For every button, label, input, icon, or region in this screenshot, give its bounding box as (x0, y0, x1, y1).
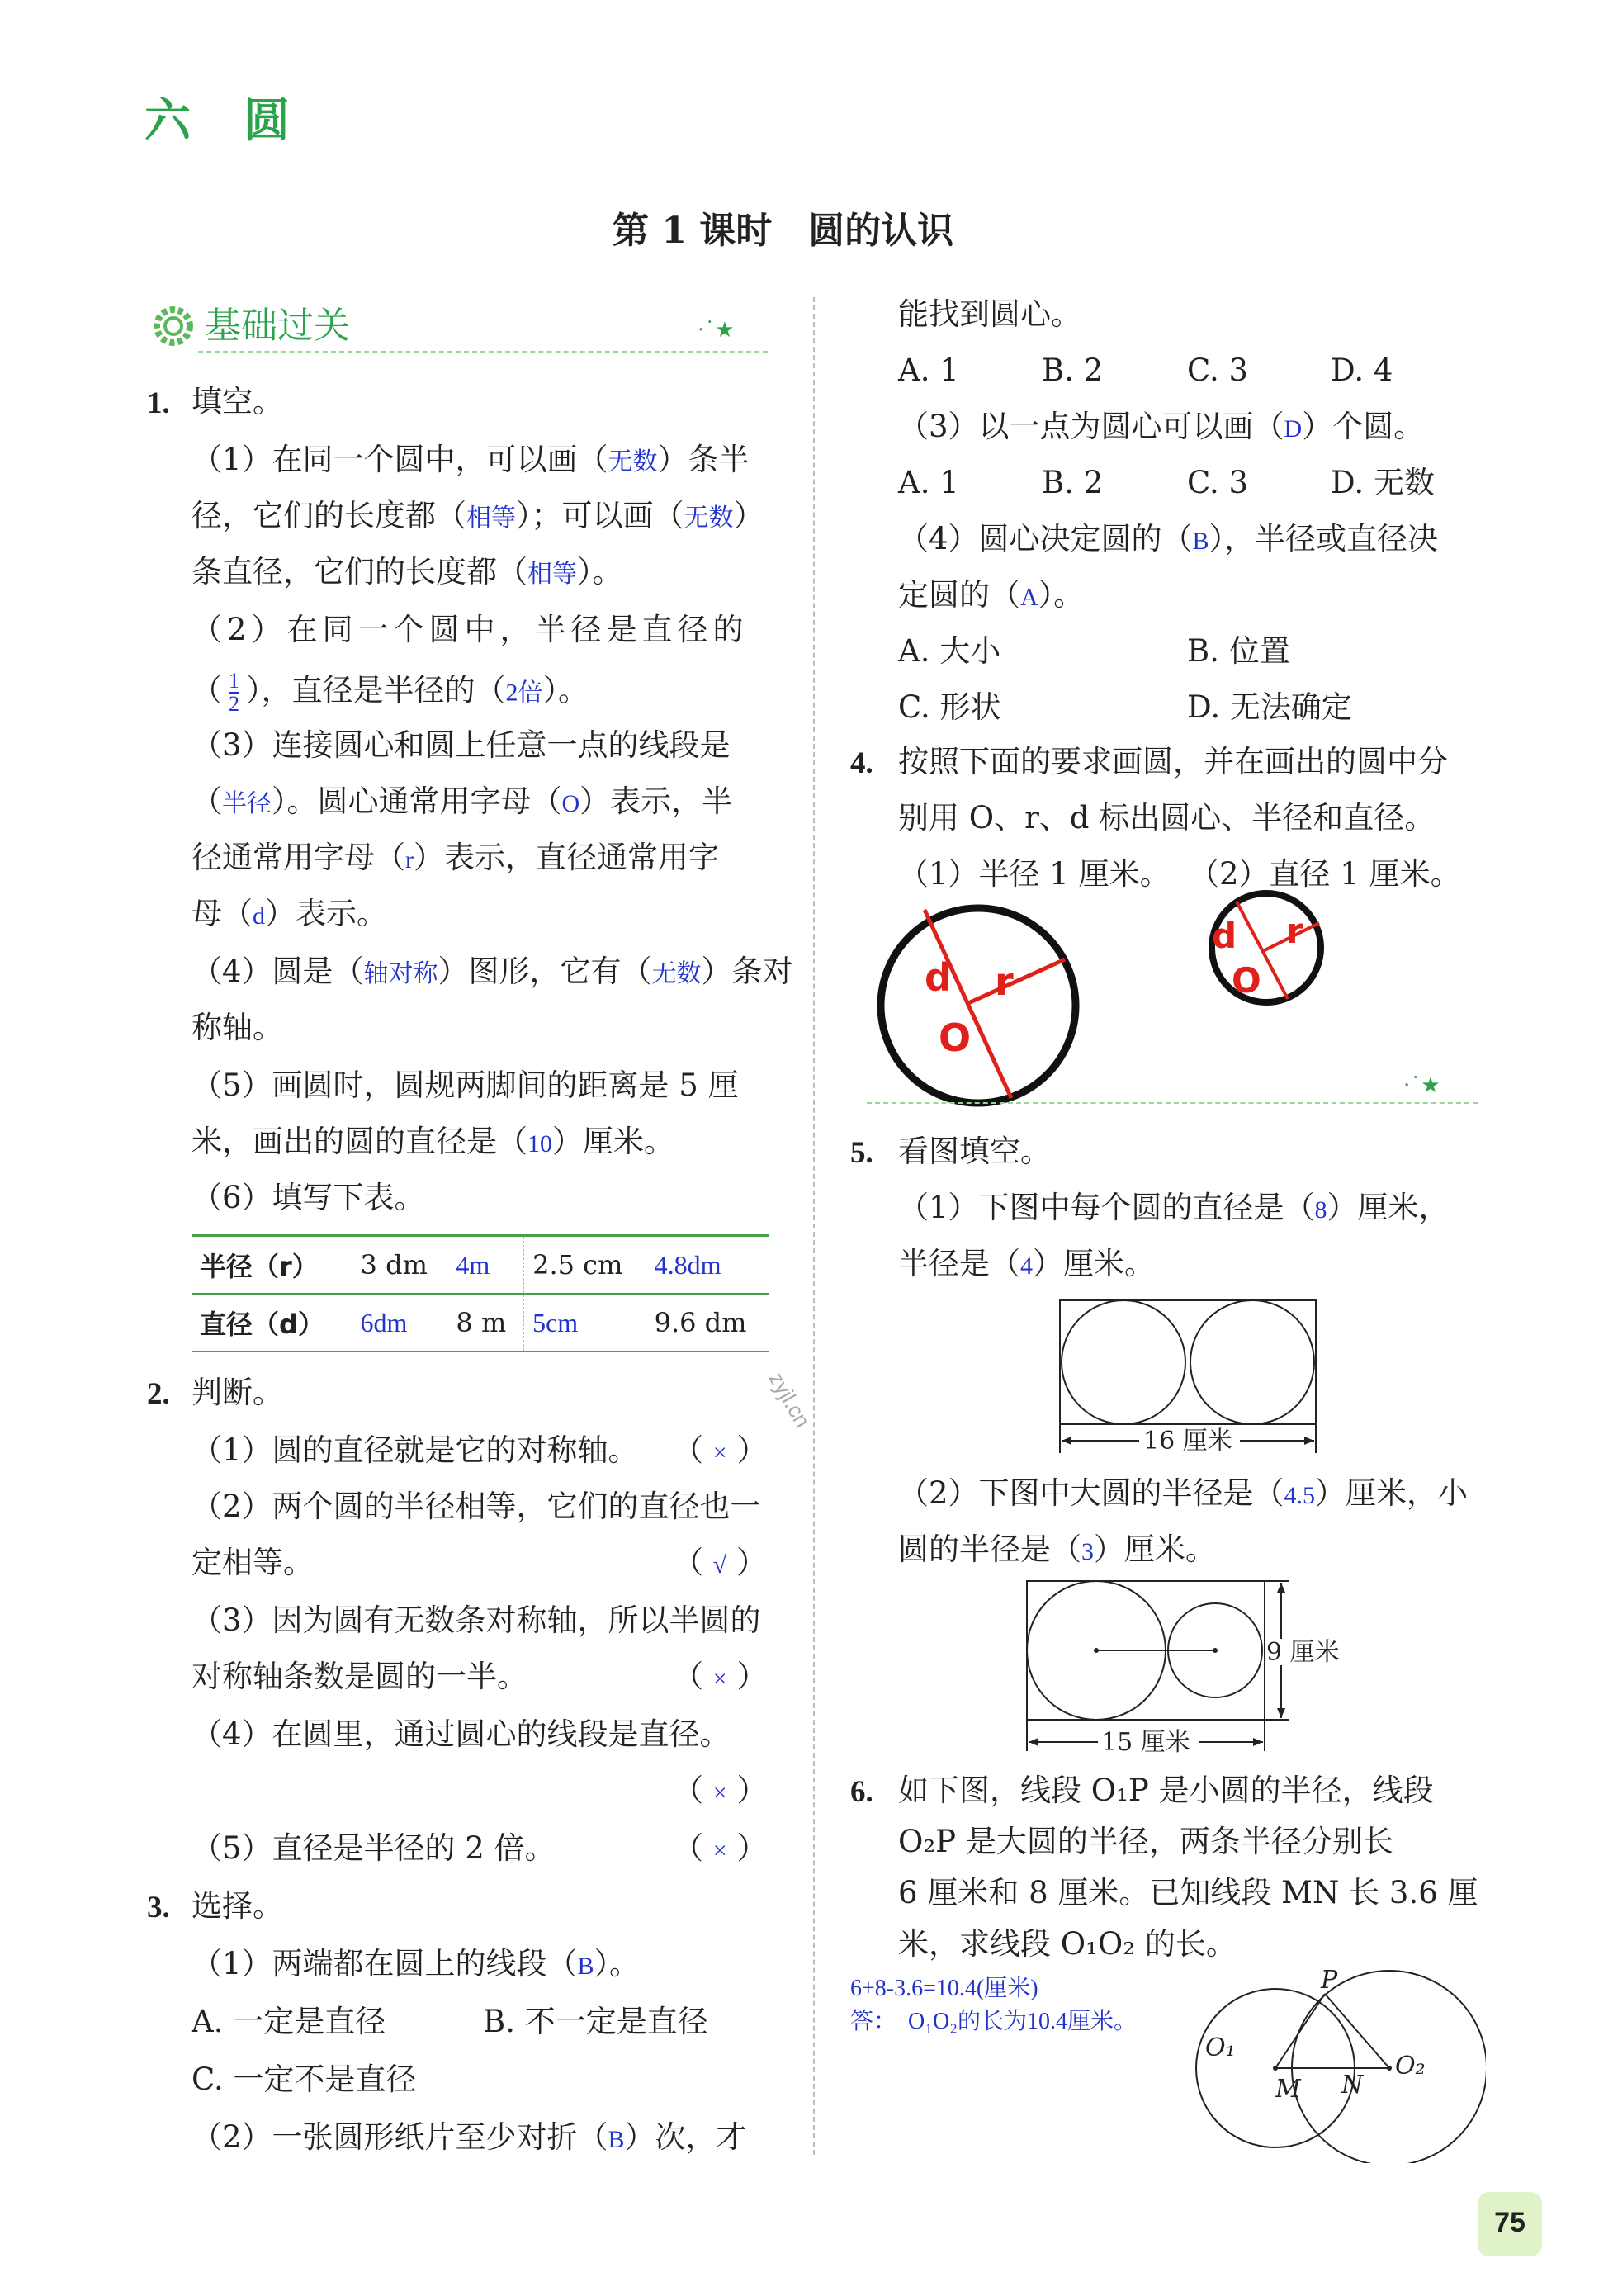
q3-p4-line2: 定圆的（A）。 (898, 577, 1085, 613)
section-divider (198, 351, 768, 353)
q6-line3: 6 厘米和 8 厘米。已知线段 MN 长 3.6 厘 (898, 1875, 1478, 1910)
q3-p1-option-a: A. 一定是直径 (192, 2004, 386, 2039)
q2-answer-1: （ × ） (673, 1432, 768, 1468)
q3-p4-option: D. 无法确定 (1187, 689, 1352, 725)
page-number-badge (1478, 2192, 1542, 2256)
q2-answer-3: （ × ） (673, 1659, 768, 1694)
q1-p2-line2: （ $\frac{1}{2}$ ），直径是半径的（2倍）。 (192, 669, 589, 716)
q1-text: 填空。 (192, 384, 283, 419)
q5-p1-line2: 半径是（4）厘米。 (898, 1246, 1155, 1281)
unit-title: 六 圆 (144, 93, 293, 148)
right-circle (1190, 1300, 1314, 1424)
label-n: N (1341, 2071, 1364, 2100)
q3-p2-option: B. 2 (1042, 353, 1104, 388)
q5-number: 5. (850, 1136, 873, 1170)
q2-item-3: （3）因为圆有无数条对称轴，所以半圆的 (192, 1602, 761, 1638)
dimension-label-height: 9 厘米 (1266, 1638, 1340, 1667)
label-o1: O₁ (1205, 2033, 1236, 2062)
q4-text-line1: 按照下面的要求画圆，并在画出的圆中分 (898, 744, 1448, 779)
intersecting-circles-figure (1189, 1965, 1486, 2163)
q5-p2-line1: （2）下图中大圆的半径是（4.5）厘米，小 (898, 1475, 1469, 1511)
star-icon: ·˙★ (1403, 1073, 1440, 1098)
q2-item-4: （4）在圆里，通过圆心的线段是直径。 (192, 1716, 731, 1752)
two-circles-figure (1048, 1292, 1329, 1457)
q3-p3-option: C. 3 (1187, 465, 1249, 500)
star-icon: ·˙★ (698, 318, 735, 343)
q4-text-line2: 别用 O、r、d 标出圆心、半径和直径。 (898, 800, 1436, 836)
q4-sub1: （1）半径 1 厘米。 (898, 856, 1171, 892)
page-number: 75 (1494, 2207, 1525, 2238)
q5-p2-line2: 圆的半径是（3）厘米。 (898, 1531, 1216, 1567)
q2-answer-4: （ × ） (673, 1773, 768, 1808)
q5-p1-line1: （1）下图中每个圆的直径是（8）厘米， (898, 1190, 1450, 1225)
table-cell: 9.6 dm (646, 1294, 769, 1352)
q3-p3: （3）以一点为圆心可以画（D）个圆。 (898, 409, 1425, 444)
q1-number: 1. (147, 386, 170, 420)
table-row (192, 1236, 769, 1295)
q1-p5-line1: （5）画圆时，圆规两脚间的距离是 5 厘 (192, 1068, 739, 1103)
q1-p1-line3: 条直径，它们的长度都（相等）。 (192, 554, 623, 589)
q1-p2-line1: （2）在同一个圆中，半径是直径的 (192, 612, 749, 647)
label-d: d (925, 955, 952, 1000)
watermark: zyjl.cn (764, 1367, 816, 1432)
label-d: d (1212, 916, 1237, 956)
label-r: r (995, 959, 1014, 1004)
q6-calculation: 6+8-3.6=10.4(厘米) (850, 1976, 1038, 2001)
q1-p6-line1: （6）填写下表。 (192, 1180, 425, 1215)
circle-radius-1cm-drawing (863, 900, 1094, 1115)
left-circle (1062, 1300, 1185, 1424)
table-cell: 2.5 cm (524, 1236, 646, 1295)
q3-p4-line1: （4）圆心决定圆的（B），半径或直径决 (898, 521, 1439, 556)
q3-p1: （1）两端都在圆上的线段（B）。 (192, 1946, 641, 1981)
diameter-line (925, 910, 1011, 1098)
label-r: r (1286, 911, 1303, 951)
q1-p4-line1: （4）圆是（轴对称）图形，它有（无数）条对 (192, 954, 793, 989)
q3-p3-option: B. 2 (1042, 465, 1104, 500)
section-header-label: 基础过关 (205, 305, 350, 347)
q5-text: 看图填空。 (898, 1134, 1051, 1169)
q2-item-5: （5）直径是半径的 2 倍。 (192, 1830, 556, 1866)
radius-o1p (1275, 1994, 1325, 2068)
q2-number: 2. (147, 1377, 170, 1411)
dimension-label-width: 15 厘米 (1101, 1728, 1190, 1757)
table-cell: 4.8dm (646, 1236, 769, 1295)
q1-p3-line4: 母（d）表示。 (192, 896, 387, 931)
q1-p1-line2: 径，它们的长度都（相等）；可以画（无数） (192, 498, 764, 533)
table-cell: 5cm (524, 1294, 646, 1352)
label-o: O (1232, 960, 1261, 1001)
circle-outline (881, 908, 1076, 1103)
label-o2: O₂ (1395, 2052, 1426, 2081)
q6-line2: O₂P 是大圆的半径，两条半径分别长 (898, 1824, 1393, 1859)
q1-p3-line2: （半径）。圆心通常用字母（O）表示，半 (192, 783, 733, 819)
q3-number: 3. (147, 1891, 170, 1924)
q3-p2-option: C. 3 (1187, 353, 1249, 388)
q1-p5-line2: 米，画出的圆的直径是（10）厘米。 (192, 1124, 674, 1159)
label-p: P (1321, 1966, 1338, 1995)
circle-diameter-1cm-drawing (1189, 883, 1337, 1015)
section-divider (867, 1102, 1478, 1104)
q2-item-2: （2）两个圆的半径相等，它们的直径也一 (192, 1489, 761, 1524)
q3-p4-option: B. 位置 (1187, 633, 1290, 669)
q3-p3-option: A. 1 (898, 465, 959, 500)
q6-line4: 米，求线段 O₁O₂ 的长。 (898, 1926, 1237, 1962)
radius-diameter-table (192, 1234, 769, 1352)
q4-number: 4. (850, 746, 873, 780)
q1-p3-line3: 径通常用字母（r）表示，直径通常用字 (192, 840, 719, 875)
q6-answer: 答： O₁O₂的长为10.4厘米。 (850, 2009, 1137, 2034)
q3-p4-option: C. 形状 (898, 689, 1001, 725)
gear-icon (149, 301, 198, 351)
q2-item-1: （1）圆的直径就是它的对称轴。 (192, 1432, 639, 1468)
table-row-label: 直径（d） (192, 1294, 352, 1352)
column-divider (813, 297, 815, 2155)
label-m: M (1275, 2075, 1301, 2104)
q2-text: 判断。 (192, 1375, 283, 1410)
table-cell: 3 dm (352, 1236, 447, 1295)
q3-p2-option: A. 1 (898, 353, 959, 388)
q3-p2-cont: 能找到圆心。 (898, 296, 1081, 332)
q3-p4-option: A. 大小 (898, 633, 1001, 669)
table-cell: 6dm (352, 1294, 447, 1352)
q6-number: 6. (850, 1775, 873, 1809)
q1-p1-line1: （1）在同一个圆中，可以画（无数）条半 (192, 442, 750, 477)
q2-item-3b: 对称轴条数是圆的一半。 (192, 1659, 527, 1694)
q3-p3-option: D. 无数 (1331, 465, 1435, 500)
q3-p2-option: D. 4 (1331, 353, 1393, 388)
q3-p2: （2）一张圆形纸片至少对折（B）次，才 (192, 2119, 747, 2155)
q1-p3-line1: （3）连接圆心和圆上任意一点的线段是 (192, 727, 731, 763)
q1-p4-line2: 称轴。 (192, 1010, 283, 1045)
table-row-label: 半径（r） (192, 1236, 352, 1295)
table-row (192, 1294, 769, 1352)
table-cell: 4m (447, 1236, 524, 1295)
radius-o2p (1325, 1994, 1389, 2068)
radius-line (968, 959, 1065, 1003)
table-cell: 8 m (447, 1294, 524, 1352)
lesson-title: 第 1 课时 圆的认识 (613, 210, 954, 252)
dimension-label: 16 厘米 (1143, 1427, 1232, 1456)
q2-answer-2: （ √ ） (673, 1545, 767, 1580)
q3-text: 选择。 (192, 1888, 283, 1924)
q3-p1-option-c: C. 一定不是直径 (192, 2062, 417, 2097)
q6-line1: 如下图，线段 O₁P 是小圆的半径，线段 (898, 1773, 1434, 1808)
q2-answer-5: （ × ） (673, 1830, 768, 1866)
q3-p1-option-b: B. 不一定是直径 (483, 2004, 708, 2039)
label-o: O (939, 1015, 972, 1060)
rectangle (1060, 1300, 1316, 1424)
q2-item-2b: 定相等。 (192, 1545, 314, 1580)
q4-sub2: （2）直径 1 厘米。 (1189, 856, 1461, 892)
big-small-circles-figure (1015, 1573, 1346, 1763)
